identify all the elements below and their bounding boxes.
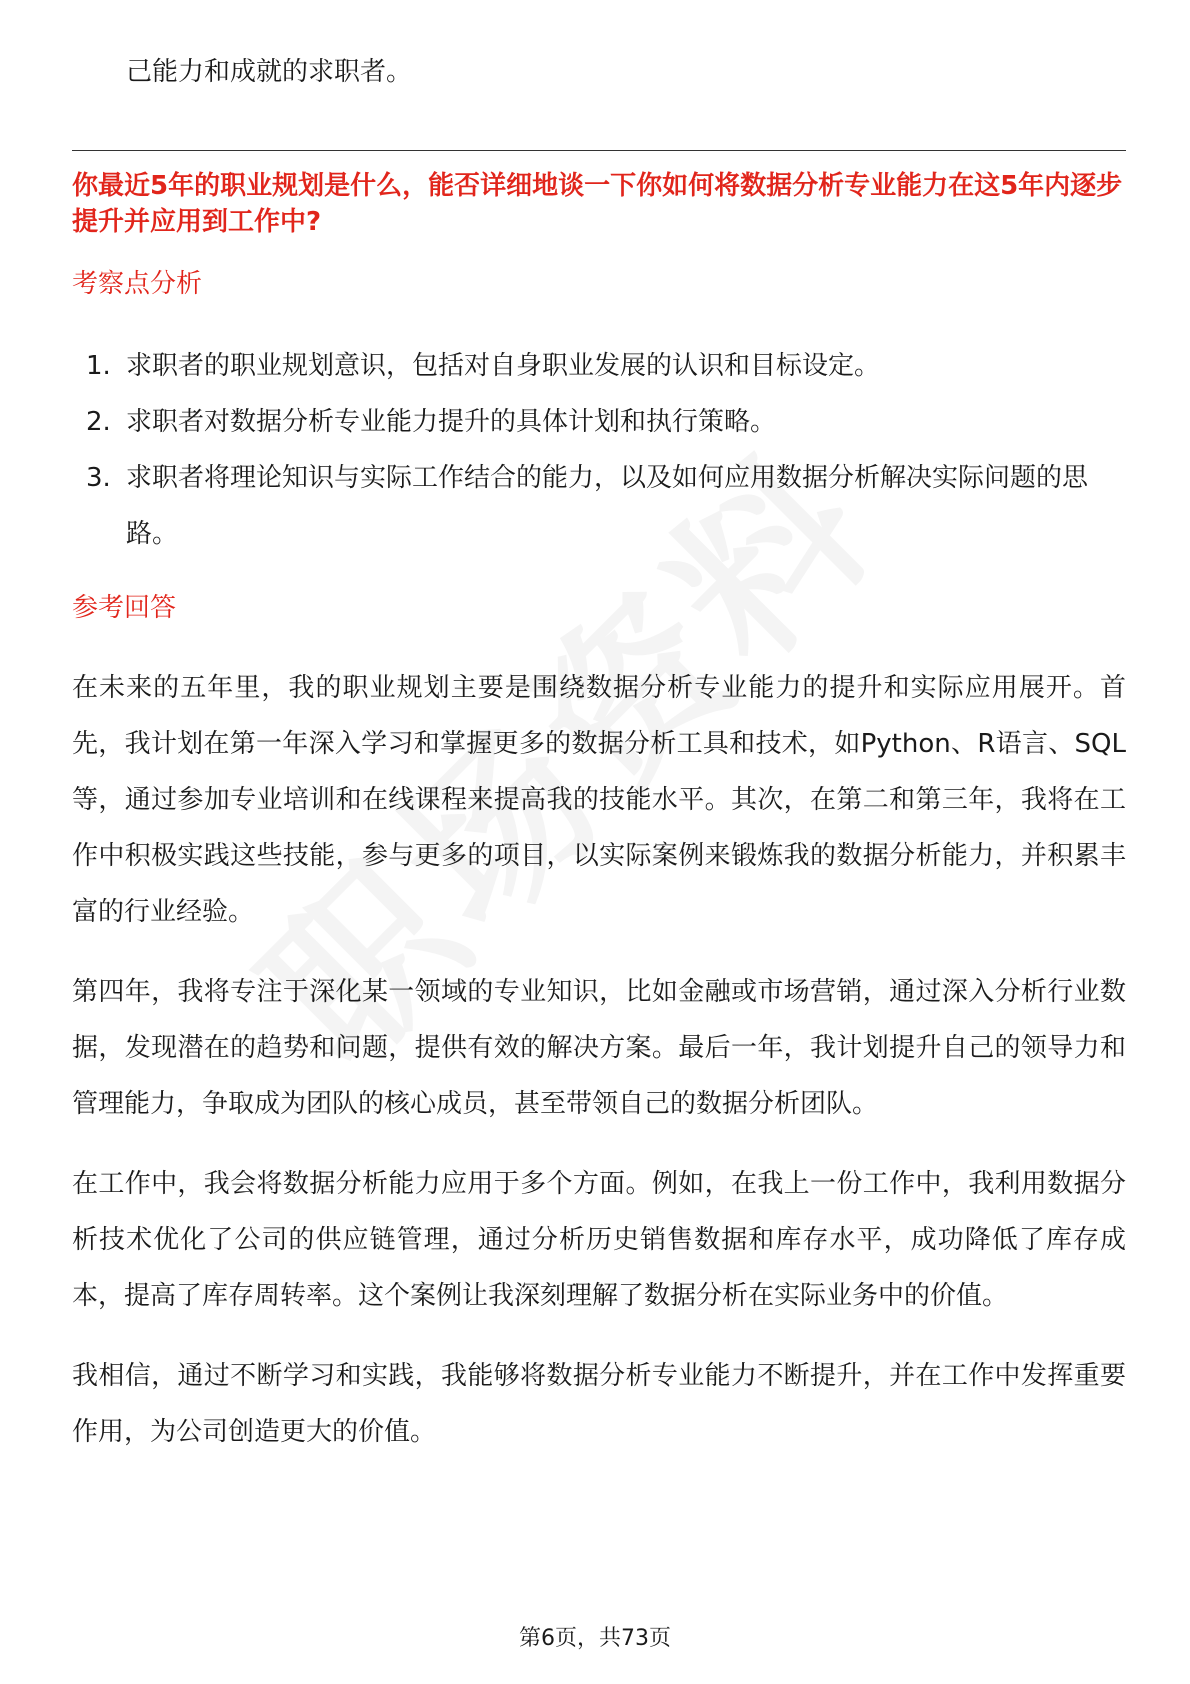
- continuation-text: 己能力和成就的求职者。: [126, 57, 413, 87]
- analysis-point: [72, 450, 1126, 562]
- answer-paragraph: 在工作中，我会将数据分析能力应用于多个方面。例如，在我上一份工作中，我利用数据分析技术优化了公司的供应链管理，通过分析历史销售数据和库存水平，成功降低了库存成本，提高了库存周转率。这个案例让我深刻理解了数据分析在实际业务中的价值。: [72, 1169, 1126, 1311]
- answer-body: [72, 660, 1126, 1484]
- point-text: 求职者的职业规划意识，包括对自身职业发展的认识和目标设定。: [126, 351, 881, 381]
- point-text: 求职者将理论知识与实际工作结合的能力，以及如何应用数据分析解决实际问题的思路。: [126, 463, 1089, 549]
- analysis-points-list: [72, 338, 1126, 562]
- answer-paragraph: 第四年，我将专注于深化某一领域的专业知识，比如金融或市场营销，通过深入分析行业数据，发现潜在的趋势和问题，提供有效的解决方案。最后一年，我计划提升自己的领导力和管理能力，争取成为团队的核心成员，甚至带领自己的数据分析团队。: [72, 977, 1126, 1119]
- analysis-point: [72, 338, 1126, 394]
- point-number: 2.: [86, 407, 111, 437]
- point-number: 3.: [86, 463, 111, 493]
- answer-paragraph: 我相信，通过不断学习和实践，我能够将数据分析专业能力不断提升，并在工作中发挥重要作用，为公司创造更大的价值。: [72, 1361, 1126, 1447]
- answer-paragraph: 在未来的五年里，我的职业规划主要是围绕数据分析专业能力的提升和实际应用展开。首先，我计划在第一年深入学习和掌握更多的数据分析工具和技术，如Python、R语言、SQL等，通过参加专业培训和在线课程来提高我的技能水平。其次，在第二和第三年，我将在工作中积极实践这些技能，参与更多的项目，以实际案例来锻炼我的数据分析能力，并积累丰富的行业经验。: [72, 673, 1126, 927]
- analysis-point: [72, 394, 1126, 450]
- point-number: 1.: [86, 351, 111, 381]
- answer-section-title: 参考回答: [72, 593, 177, 623]
- page-footer: 第6页，共73页: [519, 1626, 671, 1651]
- analysis-section-title: 考察点分析: [72, 269, 203, 299]
- point-text: 求职者对数据分析专业能力提升的具体计划和执行策略。: [126, 407, 777, 437]
- question-heading: 你最近5年的职业规划是什么，能否详细地谈一下你如何将数据分析专业能力在这5年内逐步提升并应用到工作中?: [72, 171, 1123, 237]
- divider: [72, 150, 1126, 151]
